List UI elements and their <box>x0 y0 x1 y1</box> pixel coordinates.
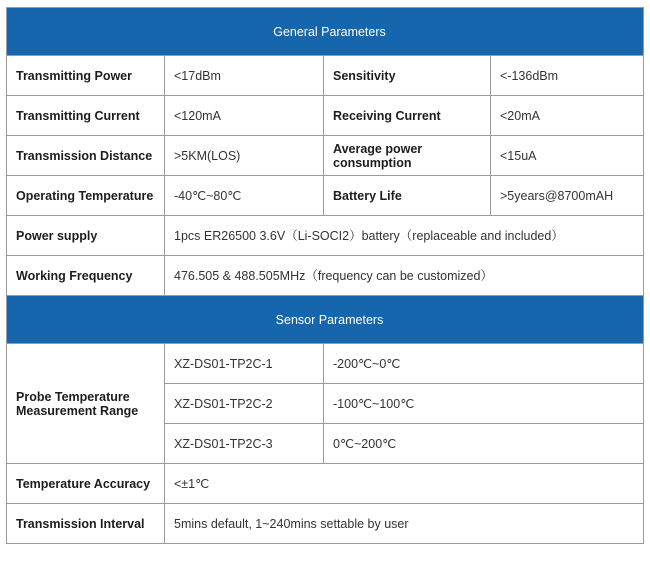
probe-model-1: XZ-DS01-TP2C-1 <box>165 344 324 384</box>
sensor-parameters-header: Sensor Parameters <box>7 296 644 344</box>
operating-temperature-label: Operating Temperature <box>7 176 165 216</box>
temperature-accuracy-value: <±1℃ <box>165 464 644 504</box>
parameters-table <box>6 7 644 544</box>
probe-model-2: XZ-DS01-TP2C-2 <box>165 384 324 424</box>
transmission-distance-value: >5KM(LOS) <box>165 136 324 176</box>
probe-range-3: 0℃~200℃ <box>324 424 644 464</box>
probe-range-2: -100℃~100℃ <box>324 384 644 424</box>
transmission-interval-value: 5mins default, 1~240mins settable by user <box>165 504 644 544</box>
transmitting-current-label: Transmitting Current <box>7 96 165 136</box>
battery-life-label: Battery Life <box>324 176 491 216</box>
power-supply-value: 1pcs ER26500 3.6V（Li-SOCI2）battery（replaceable and included） <box>165 216 644 256</box>
probe-range-1: -200℃~0℃ <box>324 344 644 384</box>
table-row <box>7 136 644 176</box>
table-row <box>7 96 644 136</box>
receiving-current-value: <20mA <box>491 96 644 136</box>
sensitivity-value: <-136dBm <box>491 56 644 96</box>
operating-temperature-value: -40℃~80℃ <box>165 176 324 216</box>
probe-temperature-range-label: Probe Temperature Measurement Range <box>7 344 165 464</box>
table-row <box>7 256 644 296</box>
transmission-interval-label: Transmission Interval <box>7 504 165 544</box>
table-row <box>7 216 644 256</box>
probe-model-3: XZ-DS01-TP2C-3 <box>165 424 324 464</box>
transmitting-current-value: <120mA <box>165 96 324 136</box>
sensitivity-label: Sensitivity <box>324 56 491 96</box>
transmitting-power-label: Transmitting Power <box>7 56 165 96</box>
transmitting-power-value: <17dBm <box>165 56 324 96</box>
table-row <box>7 504 644 544</box>
table-row <box>7 464 644 504</box>
battery-life-value: >5years@8700mAH <box>491 176 644 216</box>
power-supply-label: Power supply <box>7 216 165 256</box>
working-frequency-label: Working Frequency <box>7 256 165 296</box>
general-parameters-header: General Parameters <box>7 8 644 56</box>
working-frequency-value: 476.505 & 488.505MHz（frequency can be customized） <box>165 256 644 296</box>
table-row <box>7 344 644 384</box>
average-power-consumption-label: Average power consumption <box>324 136 491 176</box>
average-power-consumption-value: <15uA <box>491 136 644 176</box>
temperature-accuracy-label: Temperature Accuracy <box>7 464 165 504</box>
transmission-distance-label: Transmission Distance <box>7 136 165 176</box>
table-row <box>7 56 644 96</box>
receiving-current-label: Receiving Current <box>324 96 491 136</box>
table-row <box>7 176 644 216</box>
